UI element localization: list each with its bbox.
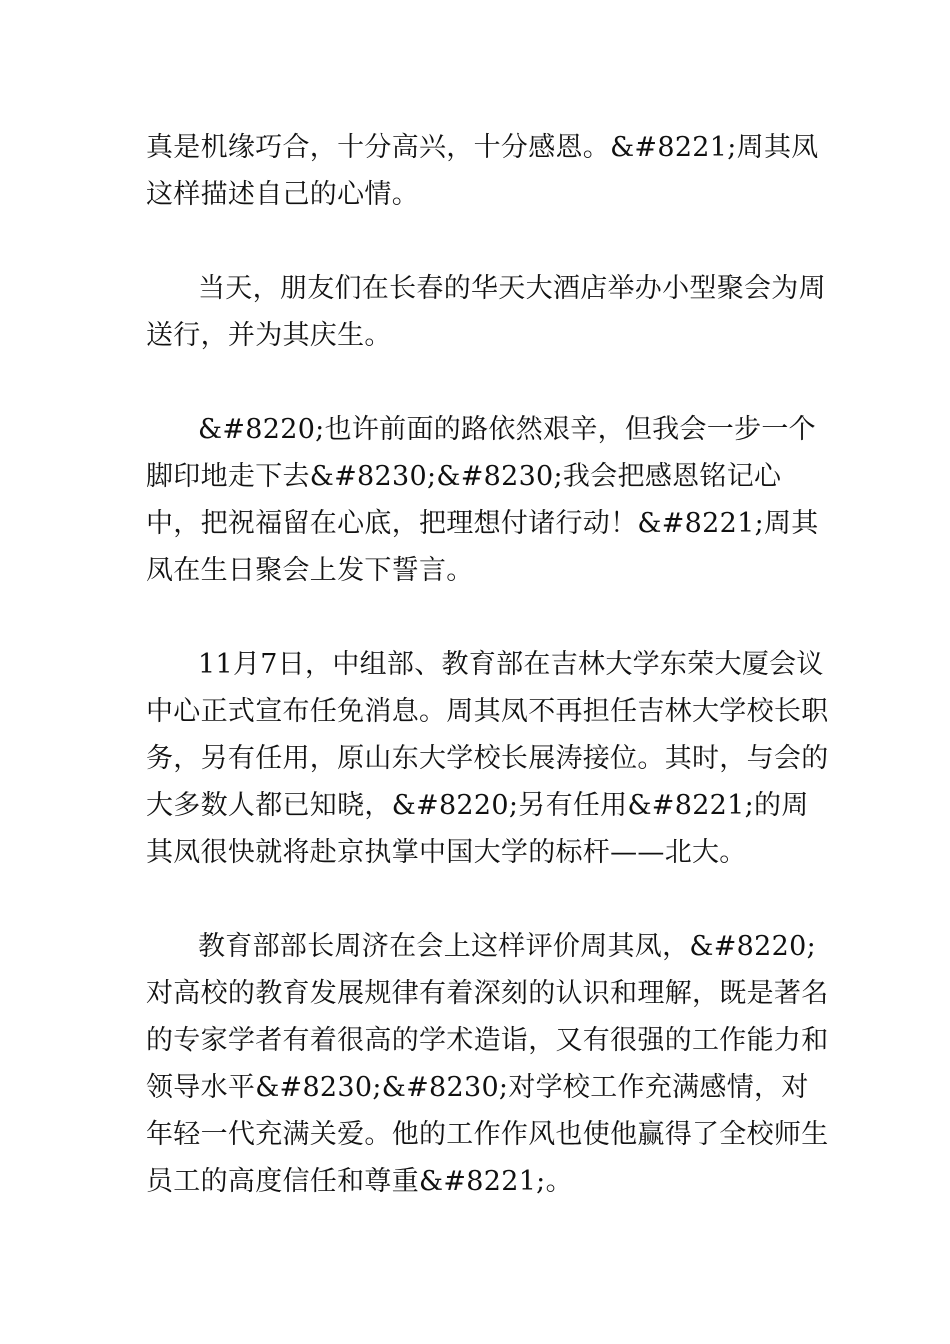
document-body — [146, 124, 830, 1252]
paragraph-5: 教育部部长周济在会上这样评价周其凤，&#8220;对高校的教育发展规律有着深刻的认识和理解，既是著名的专家学者有着很高的学术造诣，又有很强的工作能力和领导水平&#8230;&#8230;对学校工作充满感情，对年轻一代充满关爱。他的工作作风也使他赢得了全校师生员工的高度信任和尊重&#8221;。 — [146, 931, 829, 1197]
paragraph-2: 当天，朋友们在长春的华天大酒店举办小型聚会为周送行，并为其庆生。 — [146, 273, 826, 351]
paragraph-4: 11月7日，中组部、教育部在吉林大学东荣大厦会议中心正式宣布任免消息。周其凤不再担任吉林大学校长职务，另有任用，原山东大学校长展涛接位。其时，与会的大多数人都已知晓，&#8220;另有任用&#8221;的周其凤很快就将赴京执掌中国大学的标杆——北大。 — [146, 649, 829, 868]
paragraph-1: 真是机缘巧合，十分高兴，十分感恩。&#8221;周其凤这样描述自己的心情。 — [146, 132, 819, 210]
paragraph-3: &#8220;也许前面的路依然艰辛，但我会一步一个脚印地走下去&#8230;&#8230;我会把感恩铭记心中，把祝福留在心底，把理想付诸行动！&#8221;周其凤在生日聚会上发下誓言。 — [146, 414, 819, 586]
